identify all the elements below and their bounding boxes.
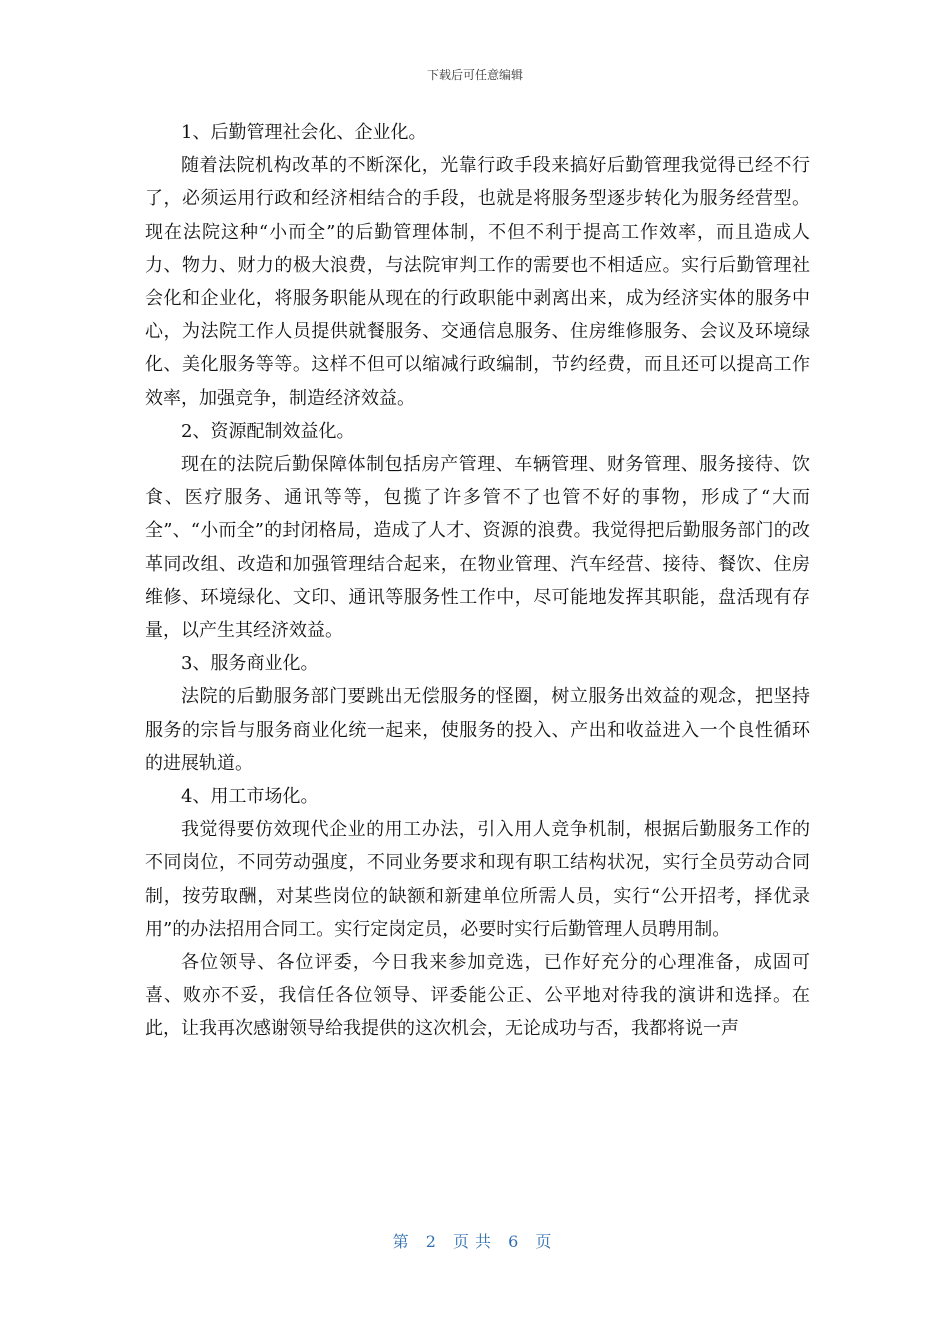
paragraph-4: 我觉得要仿效现代企业的用工办法，引入用人竞争机制，根据后勤服务工作的不同岗位，不同劳动强度，不同业务要求和现有职工结构状况，实行全员劳动合同制，按劳取酬，对某些岗位的缺额和新建单位所需人员，实行“公开招考，择优录用”的办法招用合同工。实行定岗定员，必要时实行后勤管理人员聘用制。 <box>145 819 810 940</box>
section-heading-4: 4、用工市场化。 <box>181 786 319 808</box>
paragraph-closing: 各位领导、各位评委，今日我来参加竞选，已作好充分的心理准备，成固可喜、败亦不妥，我信任各位领导、评委能公正、公平地对待我的演讲和选择。在此，让我再次感谢领导给我提供的这次机会，无论成功与否，我都将说一声 <box>145 952 810 1040</box>
paragraph-2: 现在的法院后勤保障体制包括房产管理、车辆管理、财务管理、服务接待、饮食、医疗服务、通讯等等，包揽了许多管不了也管不好的事物，形成了“大而全”、“小而全”的封闭格局，造成了人才、资源的浪费。我觉得把后勤服务部门的改革同改组、改造和加强管理结合起来，在物业管理、汽车经营、接待、餐饮、住房维修、环境绿化、文印、通讯等服务性工作中，尽可能地发挥其职能，盘活现有存量，以产生其经济效益。 <box>145 454 810 642</box>
section-heading-3: 3、服务商业化。 <box>181 653 319 675</box>
page-number-footer: 第 2 页共 6 页 <box>392 1232 558 1251</box>
page-header-note: 下载后可任意编辑 <box>426 68 523 82</box>
paragraph-1: 随着法院机构改革的不断深化，光靠行政手段来搞好后勤管理我觉得已经不行了，必须运用行政和经济相结合的手段，也就是将服务型逐步转化为服务经营型。现在法院这种“小而全”的后勤管理体制，不但不利于提高工作效率，而且造成人力、物力、财力的极大浪费，与法院审判工作的需要也不相适应。实行后勤管理社会化和企业化，将服务职能从现在的行政职能中剥离出来，成为经济实体的服务中心，为法院工作人员提供就餐服务、交通信息服务、住房维修服务、会议及环境绿化、美化服务等等。这样不但可以缩减行政编制，节约经费，而且还可以提高工作效率，加强竞争，制造经济效益。 <box>145 155 810 409</box>
section-heading-1: 1、后勤管理社会化、企业化。 <box>181 122 427 143</box>
section-heading-2: 2、资源配制效益化。 <box>181 420 355 442</box>
document-body <box>145 116 810 1046</box>
paragraph-3: 法院的后勤服务部门要跳出无偿服务的怪圈，树立服务出效益的观念，把坚持服务的宗旨与服务商业化统一起来，使服务的投入、产出和收益进入一个良性循环的进展轨道。 <box>145 686 810 774</box>
